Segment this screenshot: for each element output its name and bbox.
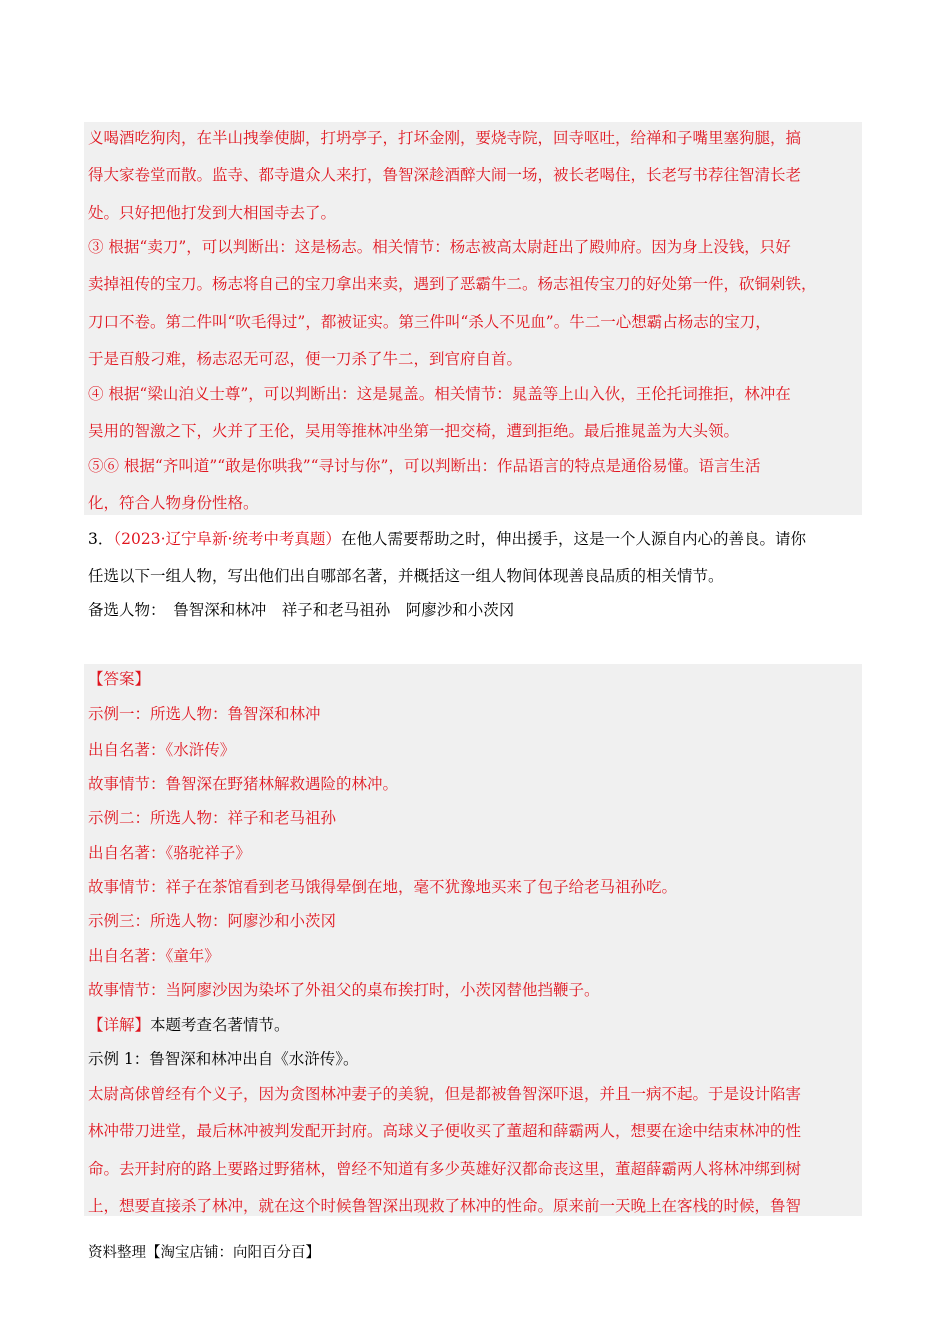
answer-line: 示例一：所选人物：鲁智深和林冲 [88, 705, 321, 723]
answer-line: 示例二：所选人物：祥子和老马祖孙 [88, 809, 337, 827]
text-line: 处。只好把他打发到大相国寺去了。 [88, 204, 337, 222]
answer-line: 故事情节：祥子在茶馆看到老马饿得晕倒在地，毫不犹豫地买来了包子给老马祖孙吃。 [88, 878, 678, 896]
text-line: ③ 根据“卖刀”，可以判断出：这是杨志。相关情节：杨志被高太尉赶出了殿帅府。因为身上没钱，只好 [88, 238, 791, 256]
answer-tag: 【答案】 [88, 670, 151, 688]
text-line: ⑤⑥ 根据“齐叫道”“敢是你哄我”“寻讨与你”，可以判断出：作品语言的特点是通俗易懂。语言生活 [88, 457, 761, 475]
detail-text-line: 命。去开封府的路上要路过野猪林，曾经不知道有多少英雄好汉都命丧这里，董超薛霸两人将林冲绑到树 [88, 1160, 802, 1178]
question-text: 在他人需要帮助之时，伸出援手，这是一个人源自内心的善良。请你 [340, 530, 806, 548]
question-line-1 [88, 529, 806, 549]
detail-text-line: 上，想要直接杀了林冲，就在这个时候鲁智深出现救了林冲的性命。原来前一天晚上在客栈的时候，鲁智 [88, 1197, 802, 1215]
question-source: （2023·辽宁阜新·统考中考真题） [113, 530, 341, 548]
text-line: 于是百般刁难，杨志忍无可忍，便一刀杀了牛二，到官府自首。 [88, 350, 523, 368]
text-line: 吴用的智激之下，火并了王伦，吴用等推林冲坐第一把交椅，遭到拒绝。最后推晁盖为大头领。 [88, 422, 740, 440]
text-line: 化，符合人物身份性格。 [88, 494, 259, 512]
text-line: ④ 根据“梁山泊义士尊”，可以判断出：这是晁盖。相关情节：晁盖等上山入伙，王伦托词推拒，林冲在 [88, 385, 791, 403]
answer-line: 示例三：所选人物：阿廖沙和小茨冈 [88, 912, 337, 930]
question-line-2: 任选以下一组人物，写出他们出自哪部名著，并概括这一组人物间体现善良品质的相关情节。 [88, 567, 724, 585]
text-line: 义喝酒吃狗肉，在半山拽拳使脚，打坍亭子，打坏金刚，要烧寺院，回寺呕吐，给禅和子嘴里塞狗腿，搞 [88, 129, 802, 147]
answer-line: 出自名著：《骆驼祥子》 [88, 844, 251, 862]
question-number: 3． [88, 530, 114, 548]
detail-tag: 【详解】 [88, 1016, 151, 1034]
answer-line: 故事情节：当阿廖沙因为染坏了外祖父的桌布挨打时，小茨冈替他挡鞭子。 [88, 981, 600, 999]
answer-line: 故事情节：鲁智深在野猪林解救遇险的林冲。 [88, 775, 399, 793]
text-line: 得大家卷堂而散。监寺、都寺遣众人来打，鲁智深趁酒醉大闹一场，被长老喝住，长老写书荐往智清长老 [88, 166, 802, 184]
page-footer: 资料整理【淘宝店铺：向阳百分百】 [88, 1245, 320, 1261]
detail-text-line: 太尉高俅曾经有个义子，因为贪图林冲妻子的美貌，但是都被鲁智深吓退，并且一病不起。于是设计陷害 [88, 1085, 802, 1103]
detail-example-line: 示例 1：鲁智深和林冲出自《水浒传》。 [88, 1050, 359, 1068]
answer-line: 出自名著：《水浒传》 [88, 741, 236, 759]
candidate-characters: 备选人物： 鲁智深和林冲 祥子和老马祖孙 阿廖沙和小茨冈 [88, 601, 515, 619]
answer-line: 出自名著：《童年》 [88, 947, 220, 965]
detail-line [88, 1015, 290, 1035]
text-line: 刀口不卷。第二件叫“吹毛得过”，都被证实。第三件叫“杀人不见血”。牛二一心想霸占杨志的宝刀， [88, 313, 771, 331]
detail-intro: 本题考查名著情节。 [150, 1016, 290, 1034]
detail-text-line: 林冲带刀进堂，最后林冲被判发配开封府。高球义子便收买了董超和薛霸两人，想要在途中结束林冲的性 [88, 1122, 802, 1140]
text-line: 卖掉祖传的宝刀。杨志将自己的宝刀拿出来卖，遇到了恶霸牛二。杨志祖传宝刀的好处第一件，砍铜剁铁， [88, 275, 817, 293]
